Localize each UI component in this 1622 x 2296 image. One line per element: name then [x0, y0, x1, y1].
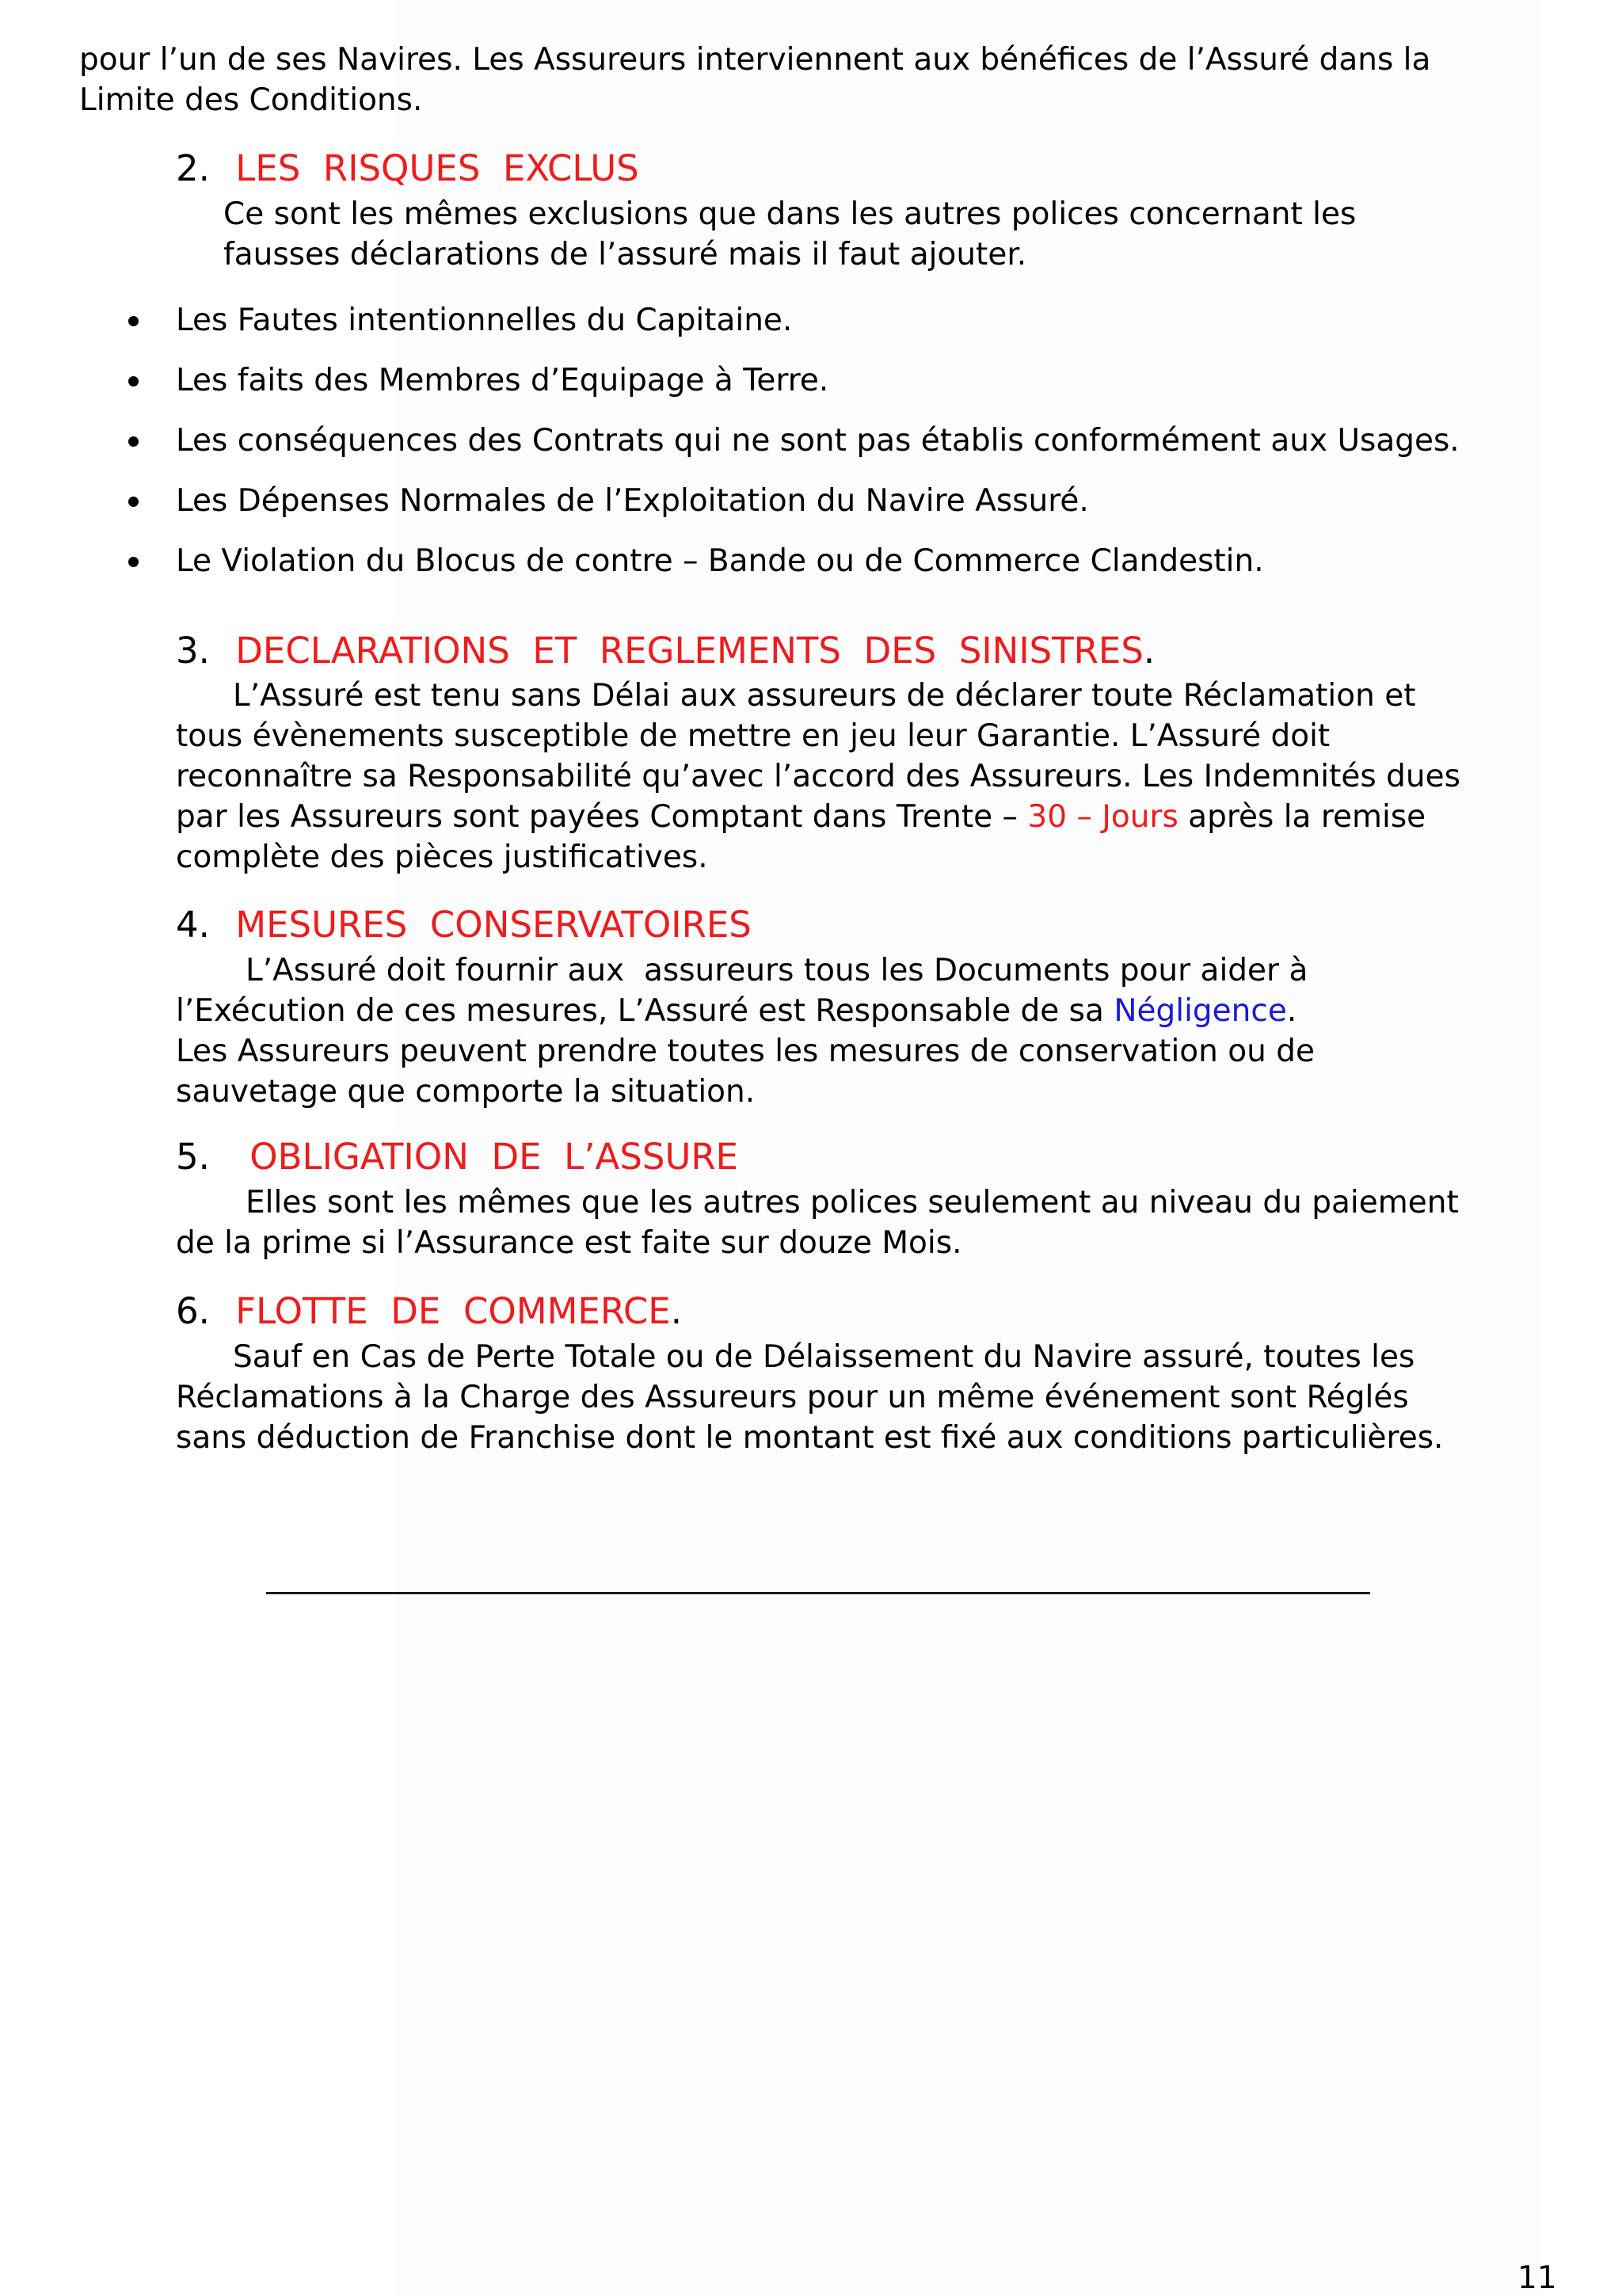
section-3-line-2: tous évènements susceptible de mettre en jeu leur Garantie. L’Assuré doit [176, 718, 1331, 754]
section-3-line-3: reconnaître sa Responsabilité qu’avec l’accord des Assureurs. Les Indemnités dues [176, 759, 1460, 794]
page-number: 11 [1517, 2260, 1557, 2296]
section-6-title-punct: . [670, 1290, 683, 1332]
section-6-title: FLOTTE DE COMMERCE [235, 1290, 671, 1332]
list-item-text: Les Fautes intentionnelles du Capitaine. [176, 303, 793, 338]
section-3-number: 3. [176, 630, 210, 672]
bullet-icon [128, 376, 139, 386]
section-3-heading [176, 629, 1155, 673]
list-item-text: Les faits des Membres d’Equipage à Terre. [176, 363, 829, 398]
bullet-icon [128, 557, 139, 567]
section-5-number: 5. [176, 1136, 210, 1178]
section-3-line-5: complète des pièces justificatives. [176, 840, 708, 875]
section-6-line-2: Réclamations à la Charge des Assureurs pour un même événement sont Réglés [176, 1380, 1409, 1415]
intro-line-2: Limite des Conditions. [79, 82, 423, 118]
section-6-number: 6. [176, 1290, 210, 1332]
section-2-line-1: Ce sont les mêmes exclusions que dans les autres polices concernant les [223, 196, 1357, 232]
section-4-line-2-end: . [1286, 993, 1297, 1029]
section-2-number: 2. [176, 147, 210, 189]
list-item-text: Le Violation du Blocus de contre – Bande ou de Commerce Clandestin. [176, 543, 1264, 579]
section-3-line-4-start: par les Assureurs sont payées Comptant dans Trente – [176, 799, 1028, 835]
section-6-line-3: sans déduction de Franchise dont le montant est fixé aux conditions particulières. [176, 1420, 1444, 1456]
bullet-icon [128, 316, 139, 326]
section-4-line-4: sauvetage que comporte la situation. [176, 1074, 756, 1110]
section-3-line-4-end: après la remise [1178, 799, 1426, 835]
negligence-highlight: Négligence [1114, 993, 1287, 1029]
delay-highlight: 30 – Jours [1027, 799, 1178, 835]
section-2-line-2: fausses déclarations de l’assuré mais il faut ajouter. [223, 237, 1027, 272]
section-5-title: OBLIGATION DE L’ASSURE [249, 1136, 739, 1178]
section-4-line-3: Les Assureurs peuvent prendre toutes les mesures de conservation ou de [176, 1034, 1315, 1069]
section-3-line-4 [176, 797, 1426, 837]
list-item-text: Les conséquences des Contrats qui ne sont pas établis conformément aux Usages. [176, 423, 1460, 459]
section-4-title: MESURES CONSERVATOIRES [235, 904, 752, 946]
bullet-icon [128, 497, 139, 507]
bullet-icon [128, 436, 139, 447]
section-3-title-punct: . [1143, 630, 1156, 672]
section-6-line-1: Sauf en Cas de Perte Totale ou de Délaissement du Navire assuré, toutes les [233, 1339, 1415, 1375]
section-4-line-1: L’Assuré doit fournir aux assureurs tous les Documents pour aider à [246, 953, 1308, 988]
section-4-heading [176, 903, 752, 947]
section-5-line-2: de la prime si l’Assurance est faite sur douze Mois. [176, 1225, 962, 1261]
section-4-line-2 [176, 991, 1296, 1031]
section-2-title: LES RISQUES EXCLUS [235, 147, 639, 189]
section-3-title: DECLARATIONS ET REGLEMENTS DES SINISTRES [235, 630, 1144, 672]
list-item-text: Les Dépenses Normales de l’Exploitation du Navire Assuré. [176, 483, 1089, 519]
section-4-line-2-start: l’Exécution de ces mesures, L’Assuré est Responsable de sa [176, 993, 1114, 1029]
section-5-line-1: Elles sont les mêmes que les autres polices seulement au niveau du paiement [246, 1185, 1459, 1220]
section-4-number: 4. [176, 904, 210, 946]
section-6-heading [176, 1289, 682, 1334]
section-divider [266, 1592, 1370, 1594]
section-5-heading [176, 1135, 738, 1179]
section-3-line-1: L’Assuré est tenu sans Délai aux assureurs de déclarer toute Réclamation et [233, 678, 1416, 714]
section-2-heading [176, 147, 639, 191]
intro-line-1: pour l’un de ses Navires. Les Assureurs interviennent aux bénéfices de l’Assuré dans la [79, 42, 1431, 78]
